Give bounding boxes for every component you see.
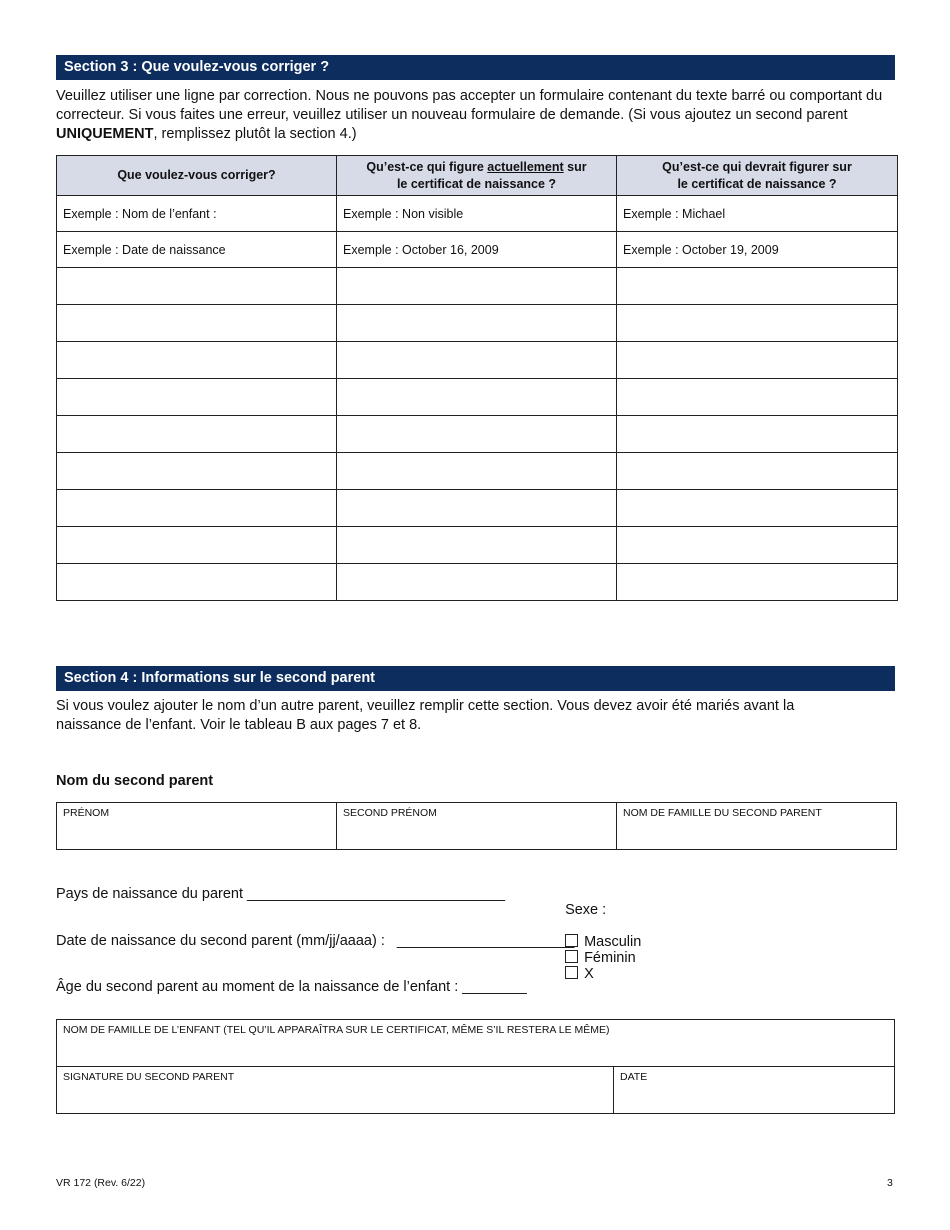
birth-country-field[interactable]: Pays de naissance du parent ________________________________	[56, 886, 506, 902]
example-cell: Exemple : Non visible	[337, 196, 617, 232]
age-field[interactable]: Âge du second parent au moment de la naissance de l’enfant : ________	[56, 979, 527, 995]
child-last-name-box	[56, 1019, 895, 1067]
correction-field[interactable]	[57, 342, 337, 379]
header-what-to-correct: Que voulez-vous corriger?	[57, 156, 337, 196]
second-parent-name-heading: Nom du second parent	[56, 773, 214, 789]
birth-date-field[interactable]: Date de naissance du second parent (mm/jj/aaaa) : ______________________	[56, 933, 575, 949]
correction-field[interactable]	[57, 416, 337, 453]
checkbox-icon[interactable]	[565, 966, 578, 979]
correction-row	[57, 305, 898, 342]
current-value-field[interactable]	[337, 416, 617, 453]
new-value-field[interactable]	[617, 564, 898, 601]
date-field[interactable]	[614, 1067, 893, 1113]
last-name-field[interactable]	[617, 803, 895, 849]
middle-name-label: SECOND PRÉNOM	[343, 807, 437, 819]
correction-row	[57, 527, 898, 564]
current-value-field[interactable]	[337, 453, 617, 490]
sex-label: Sexe :	[565, 902, 607, 918]
correction-field[interactable]	[57, 453, 337, 490]
corrections-table-header	[57, 156, 898, 196]
correction-row	[57, 379, 898, 416]
new-value-field[interactable]	[617, 342, 898, 379]
example-cell: Exemple : Michael	[617, 196, 898, 232]
second-parent-name-fields	[56, 802, 897, 850]
correction-row	[57, 268, 898, 305]
new-value-field[interactable]	[617, 527, 898, 564]
middle-name-field[interactable]	[337, 803, 617, 849]
child-last-name-label: NOM DE FAMILLE DE L’ENFANT (TEL QU’IL APPARAÎTRA SUR LE CERTIFICAT, MÊME S’IL RESTERA LE MÊME)	[63, 1024, 610, 1036]
example-cell: Exemple : October 19, 2009	[617, 232, 898, 268]
checkbox-icon[interactable]	[565, 950, 578, 963]
new-value-field[interactable]	[617, 490, 898, 527]
correction-field[interactable]	[57, 527, 337, 564]
new-value-field[interactable]	[617, 379, 898, 416]
header-should-show: Qu’est-ce qui devrait figurer sur le certificat de naissance ?	[617, 156, 898, 196]
page-number: 3	[887, 1177, 893, 1189]
sex-option-x[interactable]: X	[565, 966, 594, 982]
signature-row	[56, 1066, 895, 1114]
current-value-field[interactable]	[337, 490, 617, 527]
current-value-field[interactable]	[337, 527, 617, 564]
section3-title: Section 3 : Que voulez-vous corriger ?	[56, 55, 895, 80]
header-currently-shown: Qu’est-ce qui figure actuellement sur le certificat de naissance ?	[337, 156, 617, 196]
first-name-label: PRÉNOM	[63, 807, 110, 819]
sex-option-female[interactable]: Féminin	[565, 950, 636, 966]
current-value-field[interactable]	[337, 268, 617, 305]
form-id: VR 172 (Rev. 6/22)	[56, 1177, 146, 1189]
last-name-label: NOM DE FAMILLE DU SECOND PARENT	[623, 807, 822, 819]
corrections-table	[56, 155, 898, 601]
first-name-field[interactable]	[57, 803, 337, 849]
correction-row	[57, 453, 898, 490]
correction-field[interactable]	[57, 268, 337, 305]
current-value-field[interactable]	[337, 342, 617, 379]
section4-title: Section 4 : Informations sur le second parent	[56, 666, 895, 691]
current-value-field[interactable]	[337, 379, 617, 416]
signature-field[interactable]	[57, 1067, 614, 1113]
correction-row	[57, 490, 898, 527]
current-value-field[interactable]	[337, 305, 617, 342]
example-cell: Exemple : Nom de l’enfant :	[57, 196, 337, 232]
signature-label: SIGNATURE DU SECOND PARENT	[63, 1071, 235, 1083]
new-value-field[interactable]	[617, 268, 898, 305]
correction-field[interactable]	[57, 490, 337, 527]
example-row	[57, 196, 898, 232]
new-value-field[interactable]	[617, 453, 898, 490]
correction-row	[57, 564, 898, 601]
current-value-field[interactable]	[337, 564, 617, 601]
section3-intro: Veuillez utiliser une ligne par correction. Nous ne pouvons pas accepter un formulaire contenant du texte barré ou comportant du correcteur. Si vous faites une erreur, veuillez utiliser un nouveau formulaire de demande. (Si vous ajoutez un second parent UNIQUEMENT, remplissez plutôt la section 4.)	[56, 88, 883, 142]
sex-option-male[interactable]: Masculin	[565, 934, 641, 950]
child-last-name-field[interactable]	[57, 1020, 894, 1066]
correction-field[interactable]	[57, 564, 337, 601]
example-row	[57, 232, 898, 268]
new-value-field[interactable]	[617, 305, 898, 342]
correction-field[interactable]	[57, 305, 337, 342]
date-label: DATE	[620, 1071, 648, 1083]
section4-intro: Si vous voulez ajouter le nom d’un autre parent, veuillez remplir cette section. Vous devez avoir été mariés avant la naissance de l’enfant. Voir le tableau B aux pages 7 et 8.	[56, 698, 795, 733]
correction-row	[57, 416, 898, 453]
example-cell: Exemple : October 16, 2009	[337, 232, 617, 268]
example-cell: Exemple : Date de naissance	[57, 232, 337, 268]
correction-field[interactable]	[57, 379, 337, 416]
correction-row	[57, 342, 898, 379]
new-value-field[interactable]	[617, 416, 898, 453]
